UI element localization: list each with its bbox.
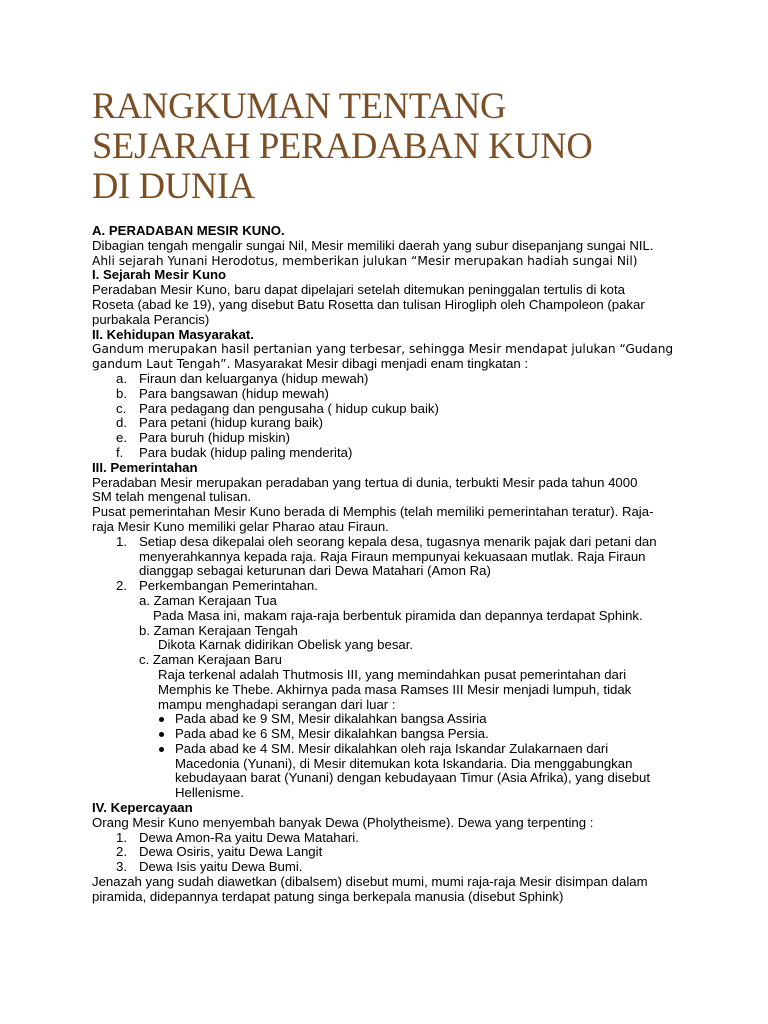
paragraph-line [92,357,682,372]
list-item [92,387,682,402]
bullet-text: Pada abad ke 4 SM. Mesir dikalahkan oleh raja Iskandar Zulakarnaen dari [175,740,609,756]
list-text: Para buruh (hidup miskin) [139,430,290,446]
paragraph-line: Jenazah yang sudah diawetkan (dibalsem) disebut mumi, mumi raja-raja Mesir disimpan dalam [92,874,648,890]
section-heading: A. PERADABAN MESIR KUNO. [92,223,285,238]
paragraph-line: Orang Mesir Kuno menyembah banyak Dewa (Pholytheisme). Dewa yang terpenting : [92,814,594,830]
paragraph-line: raja Mesir Kuno memiliki gelar Pharao atau Firaun. [92,518,389,534]
sub-text: Memphis ke Thebe. Akhirnya pada masa Ramses III Mesir menjadi lumpuh, tidak [158,681,632,697]
list-marker: c. [116,400,127,416]
title-line: RANGKUMAN TENTANG [92,85,507,126]
list-text: Para budak (hidup paling menderita) [139,444,353,460]
sub-heading: c. Zaman Kerajaan Baru [139,652,282,668]
paragraph-line: purbakala Perancis) [92,311,210,327]
paragraph-line: Ahli sejarah Yunani Herodotus, memberikan julukan “Mesir merupakan hadiah sungai Nil) [92,253,638,268]
list-item [92,402,682,417]
numbered-item [92,831,682,846]
bullet-text: Macedonia (Yunani), di Mesir ditemukan kota Iskandaria. Dia menggabungkan [175,755,633,771]
paragraph-line: Roseta (abad ke 19), yang disebut Batu Rosetta dan tulisan Hirogliph oleh Champoleon (pakar [92,296,645,312]
text-span: gandum Laut Tengah”. [92,357,231,372]
list-marker: 3. [116,859,127,875]
list-text: Dewa Isis yaitu Dewa Bumi. [139,859,303,875]
sub-text: Pada Masa ini, makam raja-raja berbentuk piramida dan depannya terdapat Sphink. [153,607,643,623]
section-heading: III. Pemerintahan [92,459,198,475]
section-heading: II. Kehidupan Masyarakat. [92,326,254,342]
list-text: dianggap sebagai keturunan dari Dewa Matahari (Amon Ra) [139,563,491,579]
paragraph-line: Peradaban Mesir merupakan peradaban yang tertua di dunia, terbukti Mesir pada tahun 4000 [92,474,638,490]
bullet-item [92,712,682,727]
list-marker: f. [116,444,124,460]
numbered-item [92,535,682,550]
list-marker: e. [116,430,127,446]
list-item [92,416,682,431]
list-item [92,446,682,461]
document-title [92,86,592,206]
list-marker: 2. [116,844,127,860]
numbered-item [92,845,682,860]
list-text: Para petani (hidup kurang baik) [139,415,324,431]
section-heading: I. Sejarah Mesir Kuno [92,267,227,283]
list-marker: 2. [116,578,127,594]
title-line: DI DUNIA [92,165,255,206]
paragraph-line: piramida, didepannya terdapat patung singa berkepala manusia (disebut Sphink) [92,888,564,904]
paragraph-line: SM telah mengenal tulisan. [92,489,252,505]
list-text: Dewa Osiris, yaitu Dewa Langit [139,844,323,860]
list-text: Dewa Amon-Ra yaitu Dewa Matahari. [139,829,359,845]
paragraph-line: Gandum merupakan hasil pertanian yang terbesar, sehingga Mesir mendapat julukan “Gudang [92,342,674,357]
bullet-text: Hellenisme. [175,785,244,801]
bullet-text: kebudayaan barat (Yunani) dengan kebudayaan Timur (Asia Afrika), yang disebut [175,770,651,786]
list-text: Setiap desa dikepalai oleh seorang kepala desa, tugasnya menarik pajak dari petani dan [139,533,657,549]
document-body [92,224,682,905]
sub-text: mampu menghadapi serangan dari luar : [158,696,396,712]
paragraph-line: Dibagian tengah mengalir sungai Nil, Mesir memiliki daerah yang subur disepanjang sungai NIL. [92,237,654,253]
list-text: Para pedagang dan pengusaha ( hidup cukup baik) [139,400,439,416]
list-item [92,372,682,387]
list-marker: 1. [116,533,127,549]
numbered-item [92,860,682,875]
sub-text: Dikota Karnak didirikan Obelisk yang besar. [158,637,414,653]
bullet-item [92,742,682,757]
sub-heading: a. Zaman Kerajaan Tua [139,592,277,608]
list-text: Para bangsawan (hidup mewah) [139,385,329,401]
numbered-item [92,579,682,594]
title-line: SEJARAH PERADABAN KUNO [92,125,593,166]
paragraph-line: Peradaban Mesir Kuno, baru dapat dipelajari setelah ditemukan peninggalan tertulis di kota [92,282,625,298]
list-item [92,431,682,446]
sub-text: Raja terkenal adalah Thutmosis III, yang memindahkan pusat pemerintahan dari [158,666,627,682]
list-text: Perkembangan Pemerintahan. [139,578,318,594]
list-marker: d. [116,415,127,431]
list-marker: 1. [116,829,127,845]
list-marker: a. [116,370,127,386]
sub-heading: b. Zaman Kerajaan Tengah [139,622,298,638]
list-text: Firaun dan keluarganya (hidup mewah) [139,370,369,386]
paragraph-line: Pusat pemerintahan Mesir Kuno berada di Memphis (telah memiliki pemerintahan teratur). Raja- [92,504,654,520]
list-marker: b. [116,385,127,401]
text-span: Masyarakat Mesir dibagi menjadi enam tingkatan : [230,356,529,372]
bullet-text: Pada abad ke 6 SM, Mesir dikalahkan bangsa Persia. [175,726,489,742]
bullet-item [92,727,682,742]
section-heading: IV. Kepercayaan [92,800,193,816]
bullet-icon [159,747,164,752]
list-text: menyerahkannya kepada raja. Raja Firaun mempunyai kekuasaan mutlak. Raja Firaun [139,548,646,564]
bullet-text: Pada abad ke 9 SM, Mesir dikalahkan bangsa Assiria [175,711,487,727]
